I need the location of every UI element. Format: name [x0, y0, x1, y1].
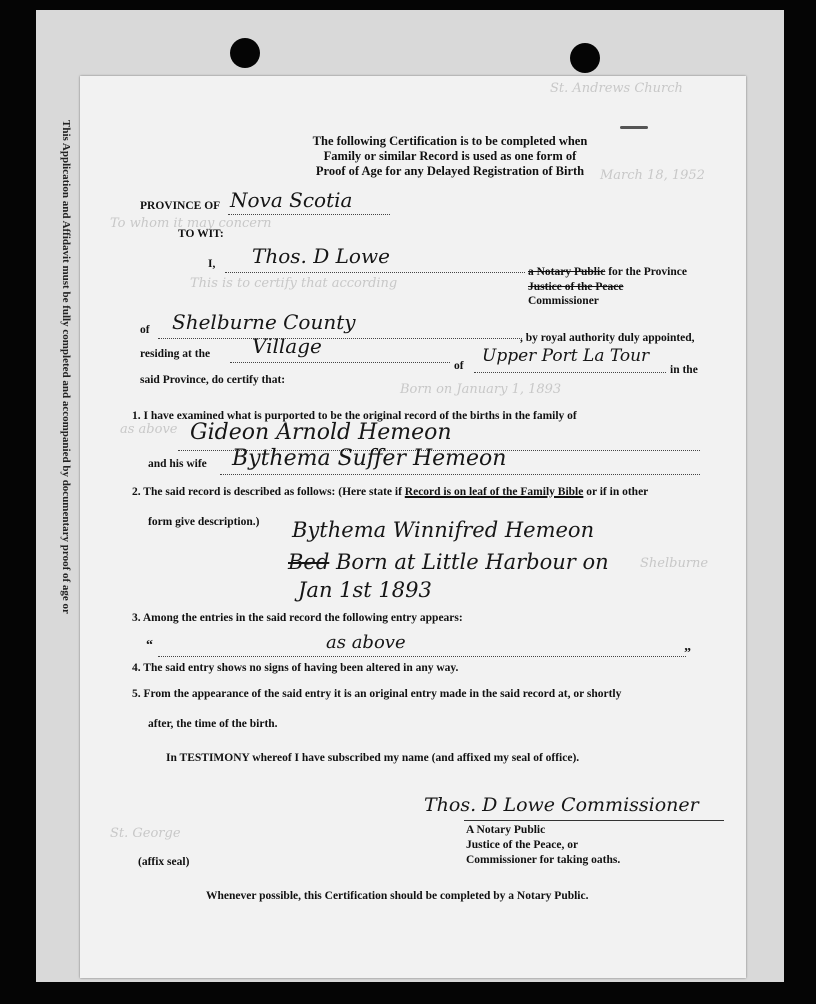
- faint-note: St. Andrews Church: [550, 81, 683, 96]
- office-notary: [528, 266, 687, 278]
- affix-seal-label: (affix seal): [138, 856, 190, 868]
- faint-note: St. George: [110, 826, 181, 841]
- royal-authority-text: , by royal authority duly appointed,: [520, 332, 695, 344]
- item-2-lead: 2. The said record is described as follows: (Here state if: [132, 486, 402, 498]
- title-line: The following Certification is to be completed when: [312, 134, 588, 148]
- item-4-text: 4. The said entry shows no signs of having been altered in any way.: [132, 662, 459, 674]
- punch-hole-left: [230, 38, 260, 68]
- item-2-text: [132, 486, 648, 498]
- description-struck-word: Bed: [288, 550, 330, 574]
- faint-note: March 18, 1952: [600, 168, 705, 183]
- certification-form: [80, 76, 746, 978]
- office-commissioner: Commissioner: [528, 295, 599, 307]
- faint-note: Shelburne: [640, 556, 709, 571]
- province-option: for the Province: [608, 266, 687, 278]
- punch-hole-right: [570, 43, 600, 73]
- description-line-3: Jan 1st 1893: [298, 578, 432, 602]
- signer-title-3: Commissioner for taking oaths.: [466, 854, 621, 866]
- province-value: Nova Scotia: [230, 188, 353, 212]
- wife-line: [220, 474, 700, 475]
- faint-note: as above: [120, 422, 178, 437]
- close-quote: ”: [684, 646, 691, 661]
- footer-note: Whenever possible, this Certification should be completed by a Notary Public.: [206, 890, 589, 902]
- wife-label: and his wife: [148, 458, 207, 470]
- notary-option: a Notary Public: [528, 266, 606, 278]
- faint-note: This is to certify that according: [190, 276, 398, 291]
- entry-value: as above: [326, 632, 406, 653]
- father-name: Gideon Arnold Hemeon: [190, 420, 452, 445]
- officer-line: [225, 272, 525, 273]
- signature-line: [464, 820, 724, 821]
- office-justice: Justice of the Peace: [528, 281, 624, 293]
- testimony-text: [166, 752, 579, 764]
- county-line: [158, 338, 522, 339]
- signer-title-1: A Notary Public: [466, 824, 546, 836]
- testimony-in: In: [166, 752, 177, 764]
- title-line: Family or similar Record is used as one form of: [323, 149, 577, 163]
- of-label: of: [140, 324, 150, 336]
- officer-name: Thos. D Lowe: [252, 244, 390, 268]
- entry-line: [158, 656, 686, 657]
- item-2-tail: or if in other: [586, 486, 649, 498]
- faint-note: To whom it may concern: [110, 216, 272, 231]
- testimony-rest: whereof I have subscribed my name (and affixed my seal of office).: [252, 752, 580, 764]
- description-born: Born at Little Harbour on: [336, 550, 609, 574]
- item-2-desc-label: form give description.): [148, 516, 260, 528]
- testimony-word: TESTIMONY: [179, 752, 250, 764]
- certify-text: said Province, do certify that:: [140, 374, 286, 386]
- title-line: Proof of Age for any Delayed Registration of Birth: [315, 164, 585, 178]
- county-value: Shelburne County: [172, 310, 356, 334]
- in-the-text: in the: [670, 364, 698, 376]
- residing-line: [230, 362, 450, 363]
- signature: Thos. D Lowe Commissioner: [424, 794, 699, 816]
- side-notice: This Application and Affidavit must be fully completed and accompanied by documentary proof of age or: [60, 120, 72, 614]
- of-label-2: of: [454, 360, 464, 372]
- form-title: [270, 134, 630, 179]
- residing-value: Village: [252, 334, 322, 358]
- place-line: [474, 372, 666, 373]
- description-line-2: [288, 550, 609, 574]
- item-5-text: 5. From the appearance of the said entry it is an original entry made in the said record at, or shortly: [132, 688, 622, 700]
- item-2-bible: Record is on leaf of the Family Bible: [404, 486, 584, 498]
- to-wit-label: TO WIT:: [178, 228, 224, 240]
- open-quote: “: [146, 638, 153, 653]
- province-label: PROVINCE OF: [140, 200, 221, 212]
- province-line: [228, 214, 390, 215]
- signer-title-2: Justice of the Peace, or: [466, 839, 579, 851]
- item-3-text: 3. Among the entries in the said record the following entry appears:: [132, 612, 463, 624]
- item-1-text: 1. I have examined what is purported to be the original record of the births in the family of: [132, 410, 577, 422]
- place-value: Upper Port La Tour: [482, 346, 650, 366]
- i-label: I,: [208, 258, 216, 270]
- wife-name: Bythema Suffer Hemeon: [232, 446, 507, 471]
- item-5-continued: after, the time of the birth.: [148, 718, 278, 730]
- faint-note: Born on January 1, 1893: [400, 382, 562, 397]
- residing-label: residing at the: [140, 348, 211, 360]
- staple-right: [620, 126, 648, 129]
- description-line-1: Bythema Winnifred Hemeon: [292, 518, 595, 542]
